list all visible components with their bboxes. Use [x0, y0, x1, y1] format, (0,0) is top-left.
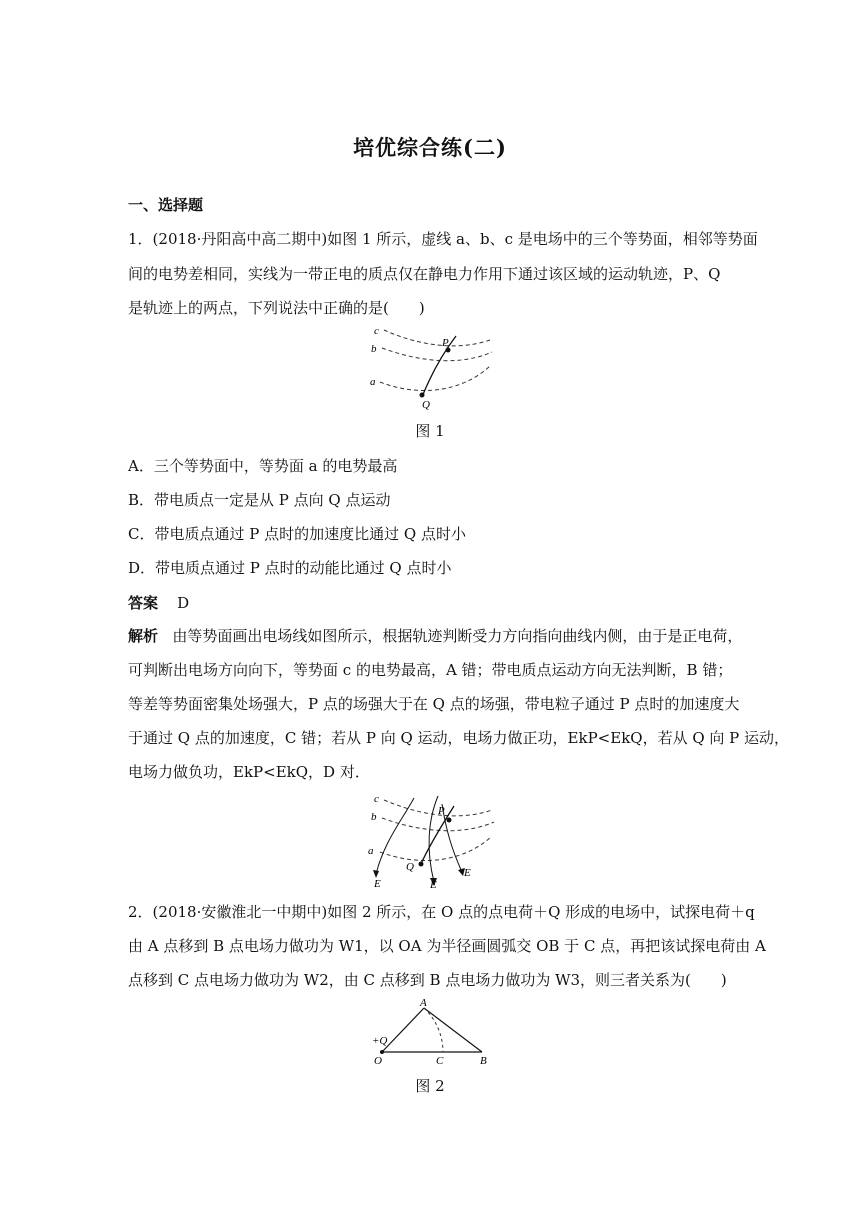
- q1-line-3: 是轨迹上的两点，下列说法中正确的是( ): [128, 299, 425, 317]
- q1-line-1: 1．(2018·丹阳高中高二期中)如图 1 所示，虚线 a、b、c 是电场中的三个等势面，相邻等势面: [128, 230, 758, 248]
- label-o: O: [374, 1055, 382, 1066]
- label-b: b: [371, 343, 377, 355]
- label-q-2: Q: [406, 861, 414, 873]
- option-c: C．带电质点通过 P 点时的加速度比通过 Q 点时小: [128, 525, 466, 543]
- figure-1: [360, 322, 500, 410]
- answer-value: D: [177, 594, 190, 612]
- arrow-left: [373, 870, 379, 878]
- label-e-left: E: [374, 878, 381, 890]
- analysis-line-1: [128, 625, 742, 646]
- q2-line-2: 由 A 点移到 B 点电场力做功为 W1，以 OA 为半径画圆弧交 OB 于 C 点，再把该试探电荷由 A: [128, 937, 766, 955]
- q2-line-1: 2．(2018·安徽淮北一中期中)如图 2 所示，在 O 点的点电荷＋Q 形成的电场中，试探电荷＋q: [128, 903, 755, 921]
- label-e-middle: E: [430, 879, 437, 890]
- label-a-2: a: [368, 845, 374, 857]
- equipotential-b: [382, 348, 492, 361]
- analysis-line-2: 可判断出电场方向向下，等势面 c 的电势最高，A 错；带电质点运动方向无法判断，B 错；: [128, 661, 733, 679]
- option-d: D．带电质点通过 P 点时的动能比通过 Q 点时小: [128, 559, 452, 577]
- answer-line: [128, 592, 189, 613]
- label-b-fig2: B: [480, 1055, 487, 1066]
- figure-analysis: [362, 790, 502, 890]
- point-q: [420, 393, 425, 398]
- equipotential-c: [384, 330, 490, 346]
- label-e-right: E: [464, 867, 471, 879]
- page-title: 培优综合练(二): [353, 135, 507, 160]
- label-charge: +Q: [372, 1035, 388, 1047]
- label-c-2: c: [374, 793, 379, 805]
- q1-line-2: 间的电势差相同，实线为一带正电的质点仅在静电力作用下通过该区域的运动轨迹，P、Q: [128, 265, 721, 283]
- analysis-line-5: 电场力做负功，EkP<EkQ，D 对．: [128, 763, 370, 781]
- label-a: a: [370, 376, 376, 388]
- q2-line-3: 点移到 C 点电场力做功为 W2，由 C 点移到 B 点电场力做功为 W3，则三者关系为( ): [128, 971, 727, 989]
- analysis-line-3: 等差等势面密集处场强大，P 点的场强大于在 Q 点的场强，带电粒子通过 P 点时的加速度大: [128, 695, 740, 713]
- option-b: B．带电质点一定是从 P 点向 Q 点运动: [128, 491, 391, 509]
- label-q: Q: [422, 399, 430, 410]
- field-line-right: [442, 804, 462, 872]
- figure-2: [366, 996, 496, 1066]
- label-c: c: [374, 325, 379, 337]
- segment-ab: [424, 1008, 482, 1052]
- figure-1-caption: 图 1: [415, 422, 445, 440]
- segment-oa: [382, 1008, 424, 1052]
- equipotential-b-2: [382, 818, 494, 831]
- label-p-2: P: [438, 805, 445, 817]
- label-c-fig2: C: [436, 1055, 444, 1066]
- analysis-label: 解析: [128, 627, 159, 645]
- section-heading: 一、选择题: [128, 196, 204, 214]
- analysis-text-1: 由等势面画出电场线如图所示，根据轨迹判断受力方向指向曲线内侧，由于是正电荷，: [172, 627, 743, 645]
- option-a: A．三个等势面中，等势面 a 的电势最高: [128, 457, 398, 475]
- figure-2-caption: 图 2: [415, 1077, 445, 1095]
- point-o: [380, 1050, 384, 1054]
- point-q-2: [419, 862, 424, 867]
- label-p: P: [442, 337, 449, 349]
- answer-label: 答案: [128, 594, 159, 612]
- analysis-line-4: 于通过 Q 点的加速度，C 错；若从 P 向 Q 运动，电场力做正功，EkP<EkQ，若从 Q 向 P 运动，: [128, 729, 790, 747]
- equipotential-a-2: [380, 836, 492, 860]
- label-a-fig2: A: [420, 997, 427, 1009]
- point-p-2: [447, 818, 452, 823]
- label-b-2: b: [371, 811, 377, 823]
